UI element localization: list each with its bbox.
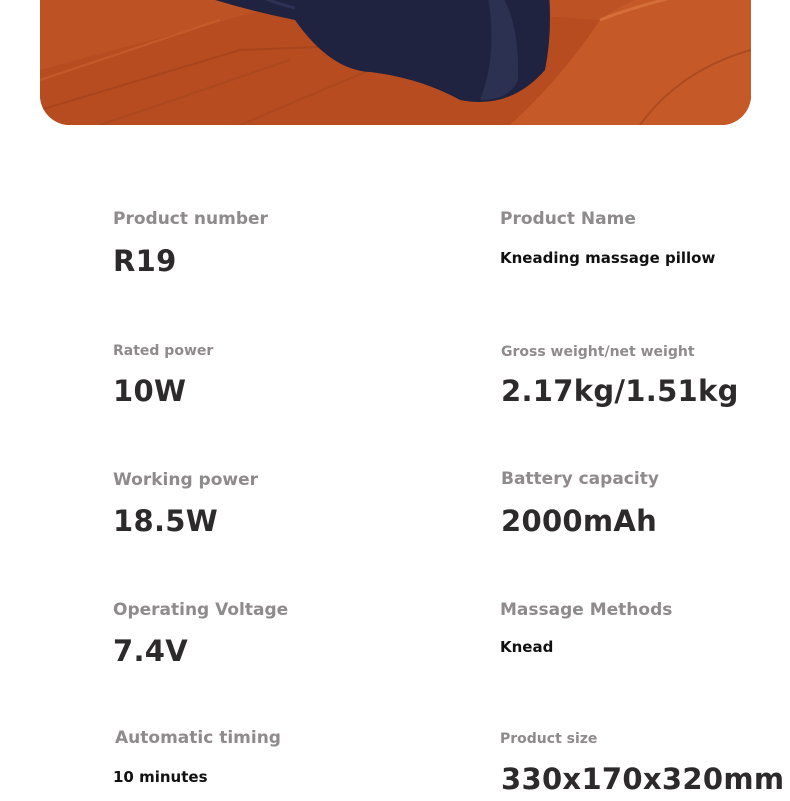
spec-value: R19 bbox=[113, 244, 177, 278]
spec-label: Working power bbox=[113, 470, 258, 490]
sofa-pillow-illustration bbox=[40, 0, 751, 125]
spec-battery-capacity bbox=[501, 469, 790, 538]
spec-label: Gross weight/net weight bbox=[501, 344, 695, 360]
spec-label: Rated power bbox=[113, 343, 214, 359]
spec-operating-voltage bbox=[113, 600, 403, 668]
spec-value: 10 minutes bbox=[113, 768, 208, 786]
spec-value: 2000mAh bbox=[501, 504, 658, 538]
spec-label: Product Name bbox=[500, 209, 636, 229]
spec-value: Knead bbox=[500, 638, 554, 656]
spec-gross-net-weight bbox=[501, 344, 790, 408]
spec-value: 7.4V bbox=[113, 634, 189, 668]
spec-label: Product number bbox=[113, 209, 268, 229]
spec-value: 18.5W bbox=[113, 504, 219, 538]
spec-rated-power bbox=[113, 343, 403, 408]
spec-label: Automatic timing bbox=[115, 728, 281, 748]
spec-product-number bbox=[113, 209, 403, 278]
spec-label: Product size bbox=[500, 731, 598, 747]
spec-automatic-timing bbox=[115, 730, 405, 790]
spec-value: 330x170x320mm bbox=[501, 762, 785, 796]
spec-value: 2.17kg/1.51kg bbox=[501, 374, 739, 408]
spec-massage-methods bbox=[500, 602, 790, 662]
spec-working-power bbox=[113, 470, 403, 538]
spec-value: 10W bbox=[113, 374, 187, 408]
spec-label: Operating Voltage bbox=[113, 600, 289, 620]
spec-label: Massage Methods bbox=[500, 600, 673, 620]
spec-label: Battery capacity bbox=[501, 469, 659, 489]
spec-product-name bbox=[500, 211, 790, 271]
spec-value: Kneading massage pillow bbox=[500, 249, 716, 267]
product-photo bbox=[40, 0, 751, 125]
spec-product-size bbox=[500, 731, 790, 796]
